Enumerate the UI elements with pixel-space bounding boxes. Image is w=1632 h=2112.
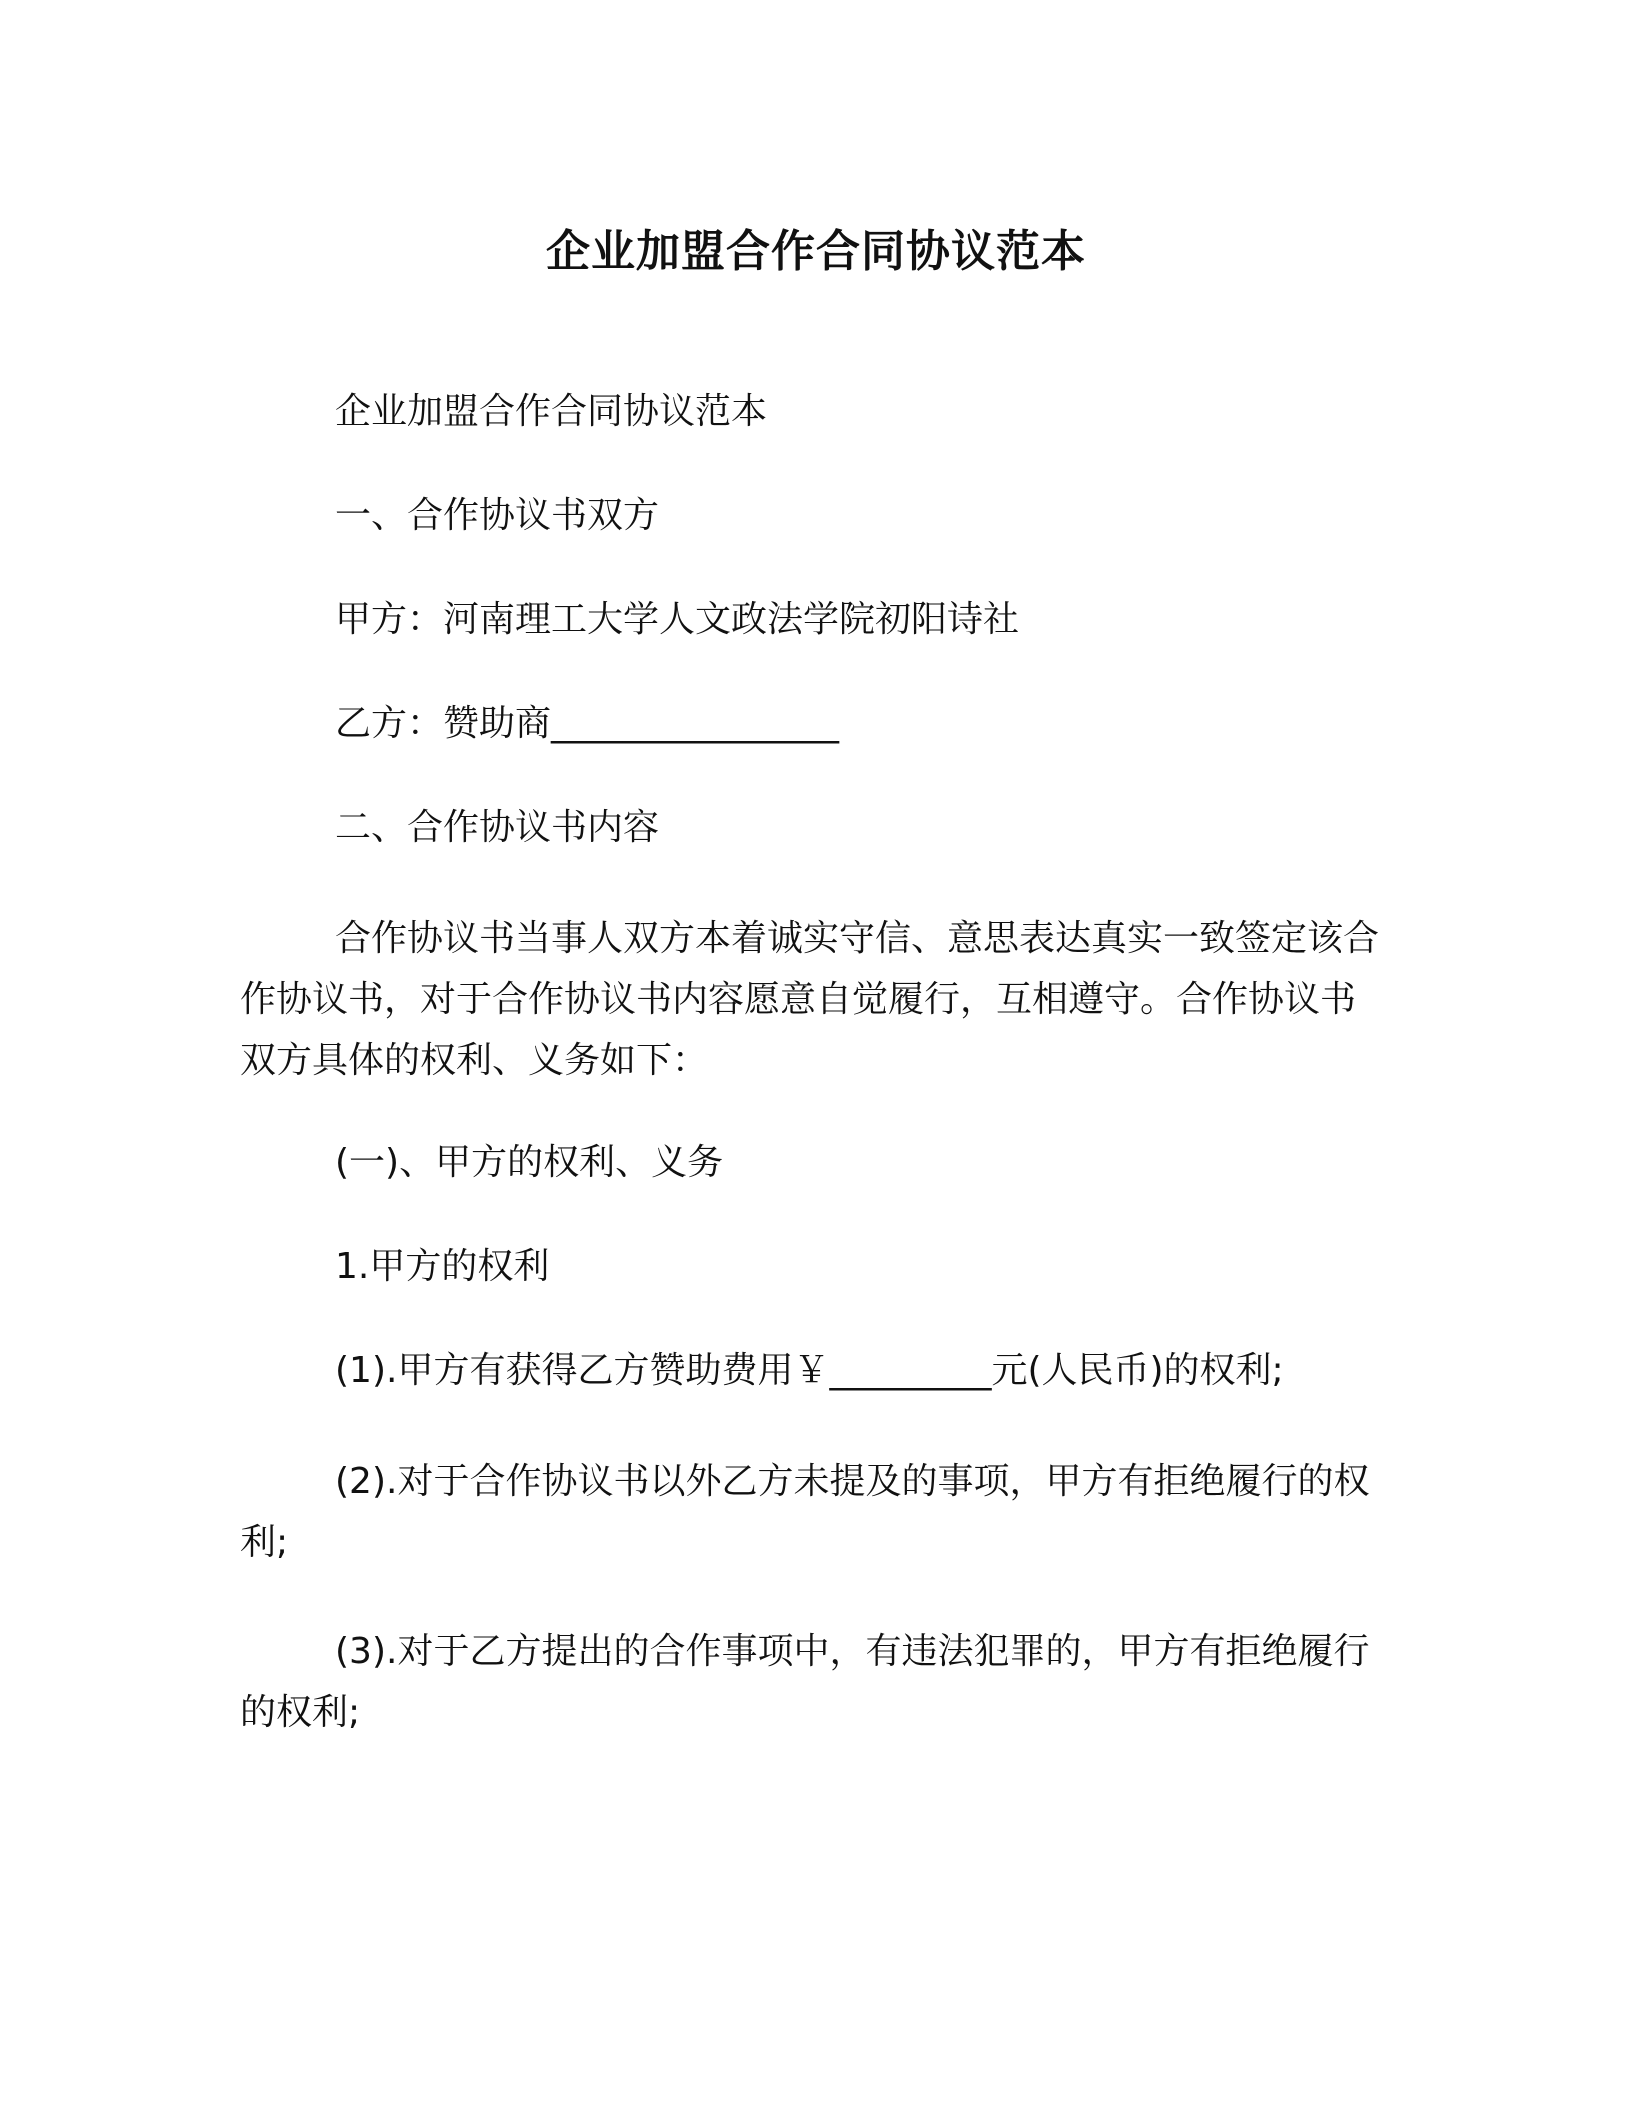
item-heading-party-a-rights: 1.甲方的权利	[335, 1246, 550, 1287]
document-title: 企业加盟合作合同协议范本	[546, 226, 1086, 277]
section-heading-content: 二、合作协议书内容	[335, 807, 660, 848]
party-a-line: 甲方：河南理工大学人文政法学院初阳诗社	[335, 599, 1020, 640]
right-item-2: (2).对于合作协议书以外乙方未提及的事项，甲方有拒绝履行的权利;	[240, 1461, 1370, 1563]
document-body	[240, 388, 1390, 1743]
party-b-line: 乙方：赞助商________________	[335, 703, 840, 744]
subtitle: 企业加盟合作合同协议范本	[335, 391, 768, 432]
section-heading-parties: 一、合作协议书双方	[335, 495, 660, 536]
subsection-heading-party-a: (一)、甲方的权利、义务	[335, 1142, 724, 1183]
right-item-3: (3).对于乙方提出的合作事项中，有违法犯罪的，甲方有拒绝履行的权利;	[240, 1631, 1370, 1733]
right-item-1: (1).甲方有获得乙方赞助费用￥_________元(人民币)的权利;	[335, 1350, 1284, 1391]
intro-paragraph: 合作协议书当事人双方本着诚实守信、意思表达真实一致签定该合作协议书，对于合作协议书内容愿意自觉履行，互相遵守。合作协议书双方具体的权利、义务如下：	[240, 918, 1380, 1081]
